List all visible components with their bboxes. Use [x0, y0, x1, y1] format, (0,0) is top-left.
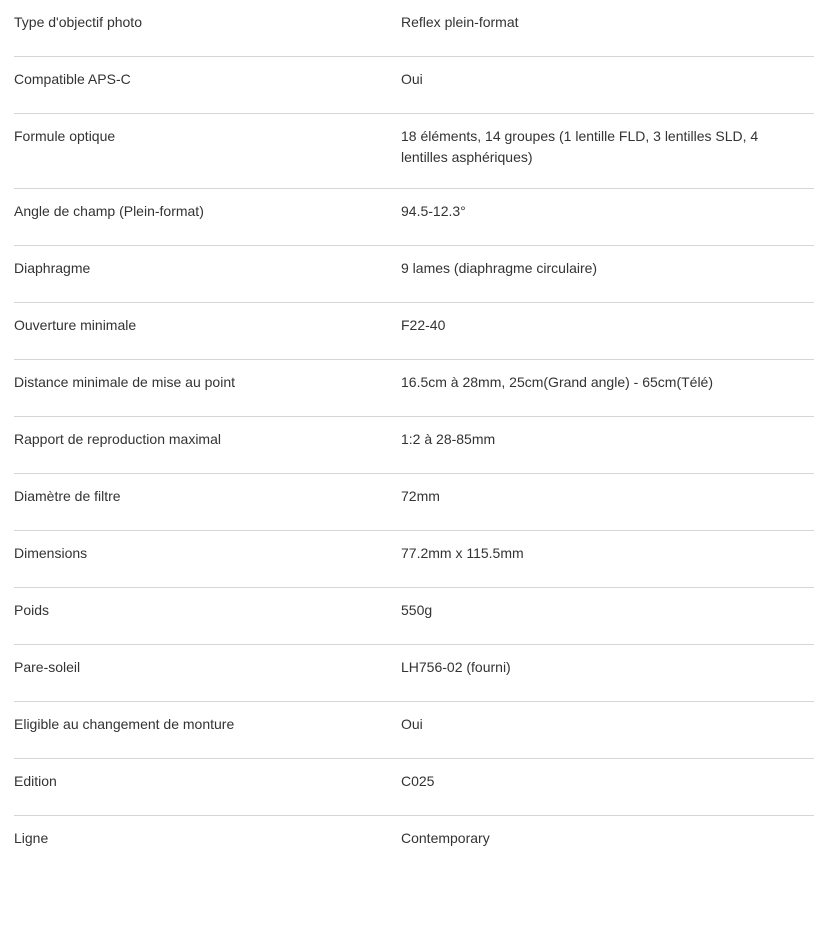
spec-row-filter-diameter	[14, 474, 814, 531]
spec-value: 16.5cm à 28mm, 25cm(Grand angle) - 65cm(Télé)	[401, 374, 713, 390]
spec-value: 77.2mm x 115.5mm	[401, 545, 524, 561]
spec-value: Oui	[401, 716, 423, 732]
spec-label: Edition	[14, 773, 57, 789]
spec-label: Distance minimale de mise au point	[14, 374, 235, 390]
spec-label: Poids	[14, 602, 50, 618]
spec-row-dimensions	[14, 531, 814, 588]
spec-row-lens-hood	[14, 645, 814, 702]
spec-row-lens-type	[14, 0, 814, 57]
spec-value: Contemporary	[401, 830, 490, 846]
spec-value: Reflex plein-format	[401, 14, 519, 30]
spec-row-minimum-focus-distance	[14, 360, 814, 417]
spec-row-angle-of-view	[14, 189, 814, 246]
spec-label: Diaphragme	[14, 260, 91, 276]
spec-row-optical-formula	[14, 114, 814, 189]
spec-label: Ouverture minimale	[14, 317, 137, 333]
spec-row-aperture-blades	[14, 246, 814, 303]
spec-label: Diamètre de filtre	[14, 488, 121, 504]
spec-value: 18 éléments, 14 groupes (1 lentille FLD, 3 lentilles SLD, 4 lentilles asphériques)	[401, 128, 759, 165]
spec-value: 94.5-12.3°	[401, 203, 466, 219]
spec-label: Dimensions	[14, 545, 88, 561]
spec-row-max-magnification	[14, 417, 814, 474]
spec-label: Ligne	[14, 830, 49, 846]
spec-row-edition	[14, 759, 814, 816]
spec-label: Type d'objectif photo	[14, 14, 142, 30]
spec-row-weight	[14, 588, 814, 645]
spec-row-mount-conversion	[14, 702, 814, 759]
spec-row-apsc-compatible	[14, 57, 814, 114]
spec-value: Oui	[401, 71, 423, 87]
spec-value: 9 lames (diaphragme circulaire)	[401, 260, 598, 276]
spec-label: Rapport de reproduction maximal	[14, 431, 221, 447]
spec-label: Compatible APS-C	[14, 71, 131, 87]
spec-label: Formule optique	[14, 128, 116, 144]
spec-value: LH756-02 (fourni)	[401, 659, 511, 675]
spec-label: Angle de champ (Plein-format)	[14, 203, 204, 219]
spec-table	[14, 0, 814, 872]
spec-label: Pare-soleil	[14, 659, 81, 675]
spec-label: Eligible au changement de monture	[14, 716, 235, 732]
spec-value: F22-40	[401, 317, 446, 333]
spec-row-minimum-aperture	[14, 303, 814, 360]
spec-value: 1:2 à 28-85mm	[401, 431, 496, 447]
spec-row-line	[14, 816, 814, 872]
spec-value: C025	[401, 773, 435, 789]
spec-value: 550g	[401, 602, 433, 618]
spec-value: 72mm	[401, 488, 440, 504]
